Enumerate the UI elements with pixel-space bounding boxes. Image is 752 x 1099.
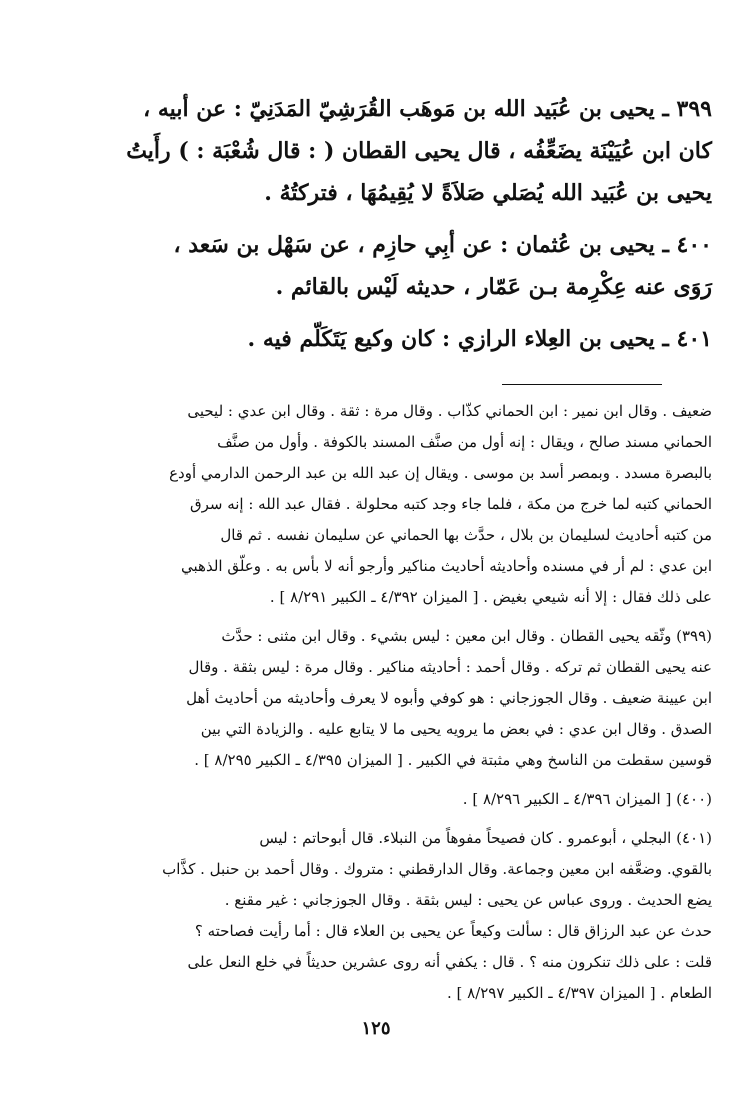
footnote-line: بالبصرة مسدد . وبمصر أسد بن موسى . ويقال إن عبد الله بن عبد الرحمن الدارمي أودع [169,464,712,482]
footnote-line: قوسين سقطت من الناسخ وهي مثبتة في الكبير . [ الميزان ٤/٣٩٥ ـ الكبير ٨/٢٩٥ ] . [194,751,712,769]
entry-line: رَوَى عنه عِكْرِمة بـن عَمّار ، حديثه لَيْس بالقائم . [275,274,712,300]
main-text [100,88,712,360]
footnote-line: حدث عن عبد الرزاق قال : سألت وكيعاً عن يحيى بن العلاء قال : أما رأيت فصاحته ؟ [194,922,712,940]
footnote-line: على ذلك فقال : إلا أنه شيعي بغيض . [ الميزان ٤/٣٩٢ ـ الكبير ٨/٢٩١ ] . [269,588,712,606]
entry-400 [100,224,712,308]
footnote-line: ضعيف . وقال ابن نمير : ابن الحماني كذّاب . وقال مرة : ثقة . وقال ابن عدي : ليحيى [187,402,712,420]
footnote-line: من كتبه أحاديث لسليمان بن بلال ، حدَّث بها الحماني عن سليمان نفسه . ثم قال [220,526,712,544]
footnote-line: الحماني مسند صالح ، ويقال : إنه أول من صنَّف المسند بالكوفة . وأول من صنَّف [217,433,712,451]
footnote-line: الطعام . [ الميزان ٤/٣٩٧ ـ الكبير ٨/٢٩٧ ] . [446,984,712,1002]
footnote-399 [100,621,712,776]
entry-line: ٣٩٩ ـ يحيى بن عُبَيد الله بن مَوهَب القُرَشِيّ المَدَنِيّ : عن أبيه ، [143,96,712,122]
entry-line: يحيى بن عُبَيد الله يُصَلي صَلاَةً لا يُقِيمُهَا ، فتركتُهُ . [264,180,712,206]
footnote-line: ابن عدي : لم أر في مسنده وأحاديثه أحاديث مناكير وأرجو أنه لا بأس به . وعلّق الذهبي [181,557,712,575]
entry-401 [100,318,712,360]
footnote-line: بالقوي. وضعَّفه ابن معين وجماعة. وقال الدارقطني : متروك . وقال أحمد بن حنبل . كذَّاب [162,860,712,878]
footnote-line: (٣٩٩) وثّقه يحيى القطان . وقال ابن معين : ليس بشيء . وقال ابن مثنى : حدَّث [221,627,712,645]
footnote-400 [100,784,712,815]
footnote-line: ابن عيينة ضعيف . وقال الجوزجاني : هو كوفي وأبوه لا يعرف وأحاديثه من أحاديث أهل [186,689,712,707]
entry-399 [100,88,712,214]
footnote-line: قلت : على ذلك تنكرون منه ؟ . قال : يكفي أنه روى عشرين حديثاً في خلع النعل على [187,953,712,971]
footnote-line: يضع الحديث . وروى عباس عن يحيى : ليس بثقة . وقال الجوزجاني : غير مقنع . [224,891,712,909]
entry-line: ٤٠٠ ـ يحيى بن عُثمان : عن أبِي حازِم ، عن سَهْل بن سَعد ، [173,232,712,258]
footnote-line: (٤٠١) البجلي ، أبوعمرو . كان فصيحاً مفوهاً من النبلاء. قال أبوحاتم : ليس [259,829,712,847]
footnote-continued [100,396,712,613]
entry-line: كان ابن عُيَيْنَة يضَعِّفُه ، قال يحيى القطان ( : قال شُعْبَة : ) رأَيتُ [126,138,712,164]
footnote-line: عنه يحيى القطان ثم تركه . وقال أحمد : أحاديثه مناكير . وقال مرة : ليس بثقة . وقال [188,658,712,676]
footnote-line: (٤٠٠) [ الميزان ٤/٣٩٦ ـ الكبير ٨/٢٩٦ ] . [462,790,712,808]
page-number: ١٢٥ [361,1018,391,1039]
footnote-separator [502,384,662,385]
footnote-line: الحماني كتبه لما خرج من مكة ، فلما جاء وجد كتبه محلولة . فقال عبد الله : إنه سرق [189,495,712,513]
footnote-line: الصدق . وقال ابن عدي : في بعض ما يرويه يحيى ما لا يتابع عليه . والزيادة التي بين [200,720,712,738]
footnotes [100,396,712,1009]
entry-line: ٤٠١ ـ يحيى بن العِلاء الرازي : كان وكيع يَتَكَلّم فيه . [247,326,712,352]
footnote-401 [100,823,712,1009]
